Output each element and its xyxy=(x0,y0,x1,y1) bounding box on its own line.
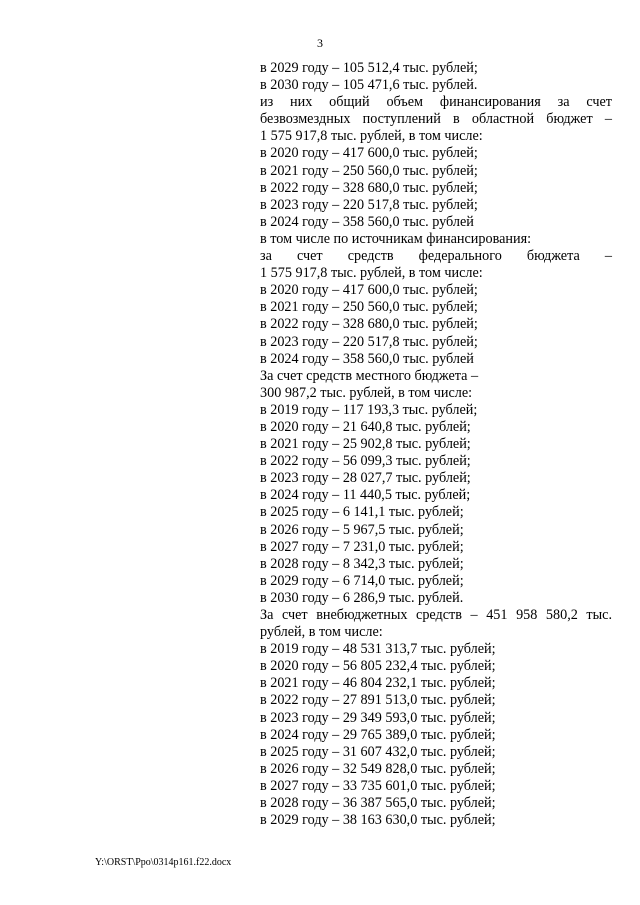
word: финансирования xyxy=(439,94,541,111)
text-line: рублей, в том числе: xyxy=(260,624,383,641)
word: внебюджетных xyxy=(316,607,408,623)
justified-text-line xyxy=(260,248,612,265)
text-line: в 2030 году – 105 471,6 тыс. рублей. xyxy=(260,77,478,94)
text-line: в том числе по источникам финансирования: xyxy=(260,230,532,247)
text-line: в 2029 году – 105 512,4 тыс. рублей; xyxy=(260,60,478,76)
word: 580,2 xyxy=(545,607,578,623)
word: – xyxy=(604,111,612,128)
word: тыс. xyxy=(586,607,612,623)
word: за xyxy=(557,94,570,111)
text-line: в 2025 году – 6 141,1 тыс. рублей; xyxy=(260,504,464,521)
text-line: в 2024 году – 358 560,0 тыс. рублей xyxy=(260,350,474,367)
text-line: в 2020 году – 21 640,8 тыс. рублей; xyxy=(260,418,471,435)
text-line: в 2028 году – 8 342,3 тыс. рублей; xyxy=(260,555,464,572)
justified-text-line xyxy=(260,111,612,128)
text-line: в 2022 году – 27 891 513,0 тыс. рублей; xyxy=(260,692,496,709)
text-line: в 2021 году – 250 560,0 тыс. рублей; xyxy=(260,162,478,179)
text-line: в 2019 году – 48 531 313,7 тыс. рублей; xyxy=(260,641,496,658)
text-line: в 2025 году – 31 607 432,0 тыс. рублей; xyxy=(260,743,496,760)
word: из xyxy=(260,94,274,111)
text-line: в 2021 году – 250 560,0 тыс. рублей; xyxy=(260,299,478,316)
text-line: в 2021 году – 25 902,8 тыс. рублей; xyxy=(260,436,471,453)
word: в xyxy=(453,111,460,128)
word: общий xyxy=(329,94,370,111)
text-line: в 2028 году – 36 387 565,0 тыс. рублей; xyxy=(260,795,496,812)
word: счет xyxy=(281,607,308,623)
word: средств xyxy=(347,248,394,265)
text-line: в 2027 году – 7 231,0 тыс. рублей; xyxy=(260,538,464,555)
text-line: в 2022 году – 328 680,0 тыс. рублей; xyxy=(260,179,478,196)
text-line: в 2024 году – 358 560,0 тыс. рублей xyxy=(260,213,474,230)
word: счет xyxy=(296,248,323,265)
text-line: в 2020 году – 417 600,0 тыс. рублей; xyxy=(260,282,478,299)
text-line: в 2024 году – 11 440,5 тыс. рублей; xyxy=(260,487,471,504)
word: бюджета xyxy=(526,248,580,265)
word: 451 xyxy=(486,607,508,623)
text-line: в 2023 году – 29 349 593,0 тыс. рублей; xyxy=(260,709,496,726)
word: – xyxy=(604,248,612,265)
word: них xyxy=(290,94,313,111)
word: – xyxy=(470,607,478,623)
footer-file-path: Y:\ORST\Ppo\0314p161.f22.docx xyxy=(95,857,232,868)
text-line: в 2024 году – 29 765 389,0 тыс. рублей; xyxy=(260,726,496,743)
word: безвозмездных xyxy=(260,111,351,128)
word: поступлений xyxy=(362,111,441,128)
text-line: в 2030 году – 6 286,9 тыс. рублей. xyxy=(260,589,464,606)
text-line: в 2019 году – 117 193,3 тыс. рублей; xyxy=(260,401,478,418)
text-line: в 2022 году – 56 099,3 тыс. рублей; xyxy=(260,453,471,470)
text-line: в 2023 году – 28 027,7 тыс. рублей; xyxy=(260,470,471,487)
word: средств xyxy=(416,607,462,623)
text-line: За счет средств местного бюджета – xyxy=(260,367,479,384)
word: счет xyxy=(586,94,612,111)
word: 958 xyxy=(516,607,538,623)
justified-text-line xyxy=(260,94,612,111)
word: объем xyxy=(386,94,424,111)
text-line: в 2023 году – 220 517,8 тыс. рублей; xyxy=(260,196,478,213)
text-line: в 2020 году – 417 600,0 тыс. рублей; xyxy=(260,145,478,162)
text-line: в 2021 году – 46 804 232,1 тыс. рублей; xyxy=(260,675,496,692)
text-line: в 2023 году – 220 517,8 тыс. рублей; xyxy=(260,333,478,350)
text-line: в 2020 году – 56 805 232,4 тыс. рублей; xyxy=(260,658,496,675)
word: За xyxy=(260,607,274,623)
page-number: 3 xyxy=(317,36,323,50)
text-line: в 2027 году – 33 735 601,0 тыс. рублей; xyxy=(260,777,496,794)
text-line: в 2029 году – 6 714,0 тыс. рублей; xyxy=(260,572,464,589)
word: федерального xyxy=(418,248,502,265)
word: за xyxy=(260,248,272,265)
justified-text-line xyxy=(260,607,612,624)
text-line: в 2026 году – 32 549 828,0 тыс. рублей; xyxy=(260,760,496,777)
text-line: 1 575 917,8 тыс. рублей, в том числе: xyxy=(260,265,483,282)
text-line: 300 987,2 тыс. рублей, в том числе: xyxy=(260,384,473,401)
word: бюджет xyxy=(546,111,593,128)
word: областной xyxy=(471,111,535,128)
text-line: в 2029 году – 38 163 630,0 тыс. рублей; xyxy=(260,812,496,829)
document-body xyxy=(260,60,612,829)
text-line: в 2022 году – 328 680,0 тыс. рублей; xyxy=(260,316,478,333)
text-line: в 2026 году – 5 967,5 тыс. рублей; xyxy=(260,521,464,538)
text-line: 1 575 917,8 тыс. рублей, в том числе: xyxy=(260,128,483,145)
